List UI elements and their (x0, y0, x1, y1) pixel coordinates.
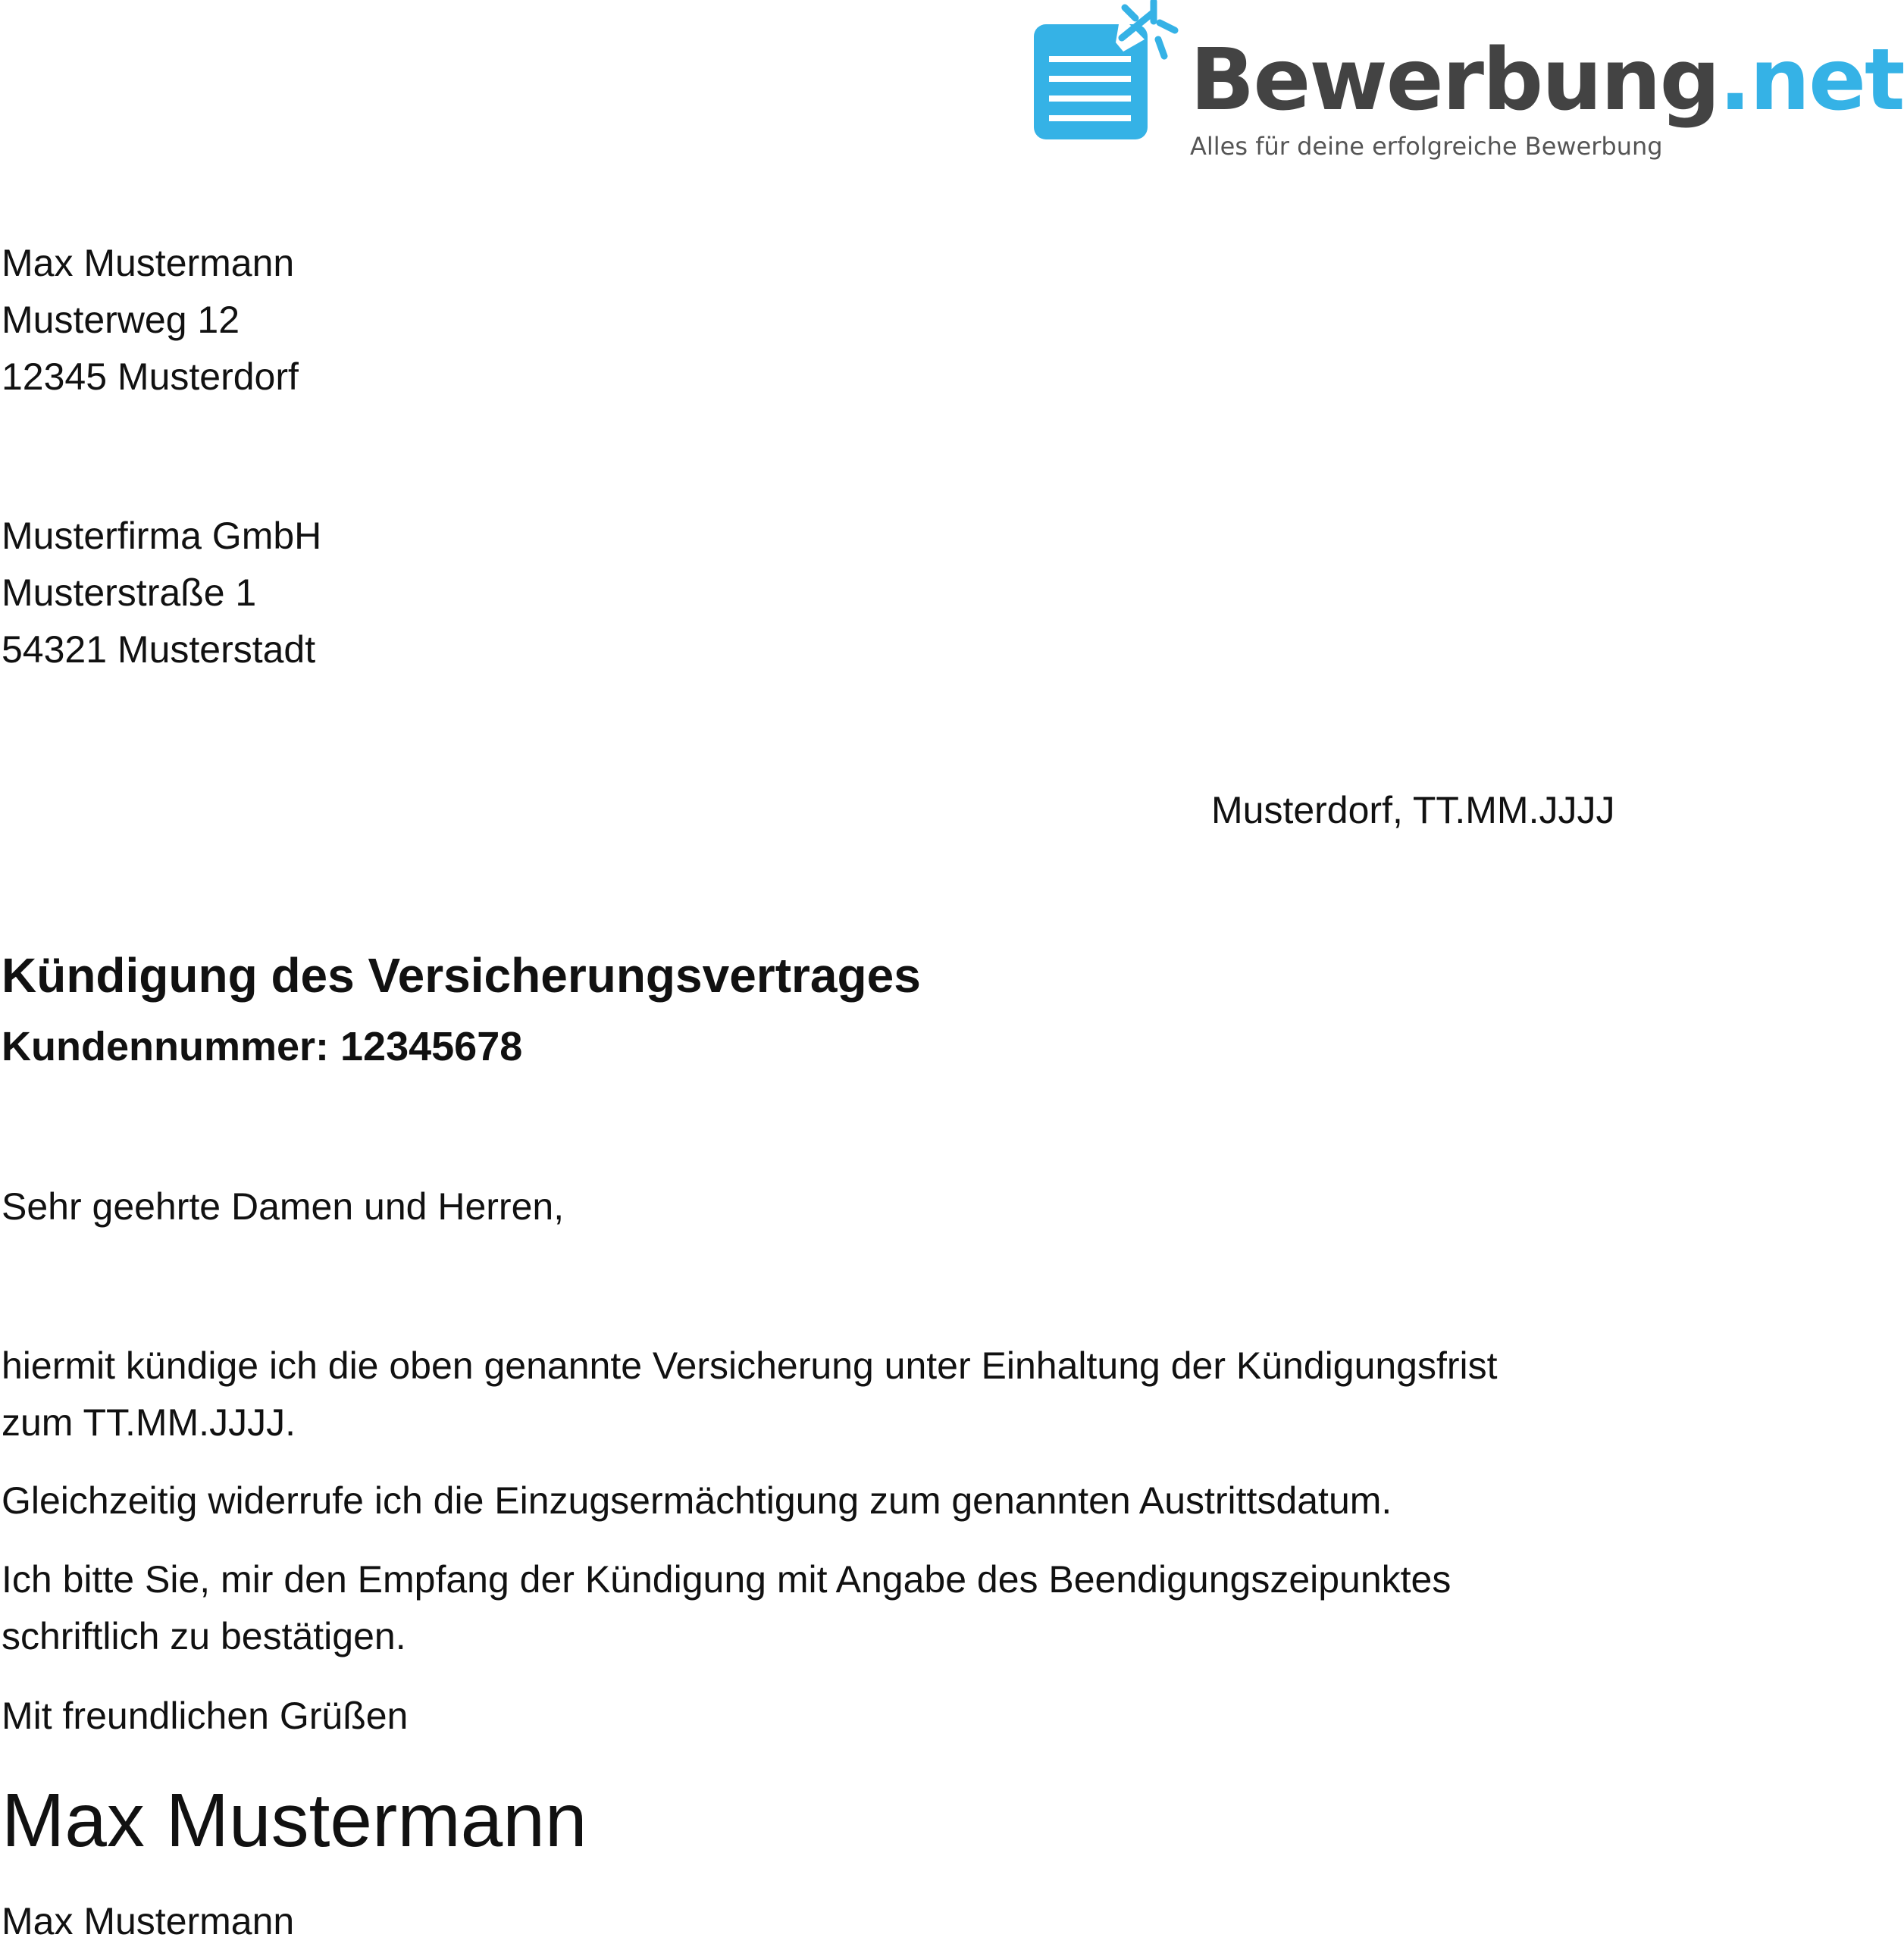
body-paragraph-3-line-1: Ich bitte Sie, mir den Empfang der Kündigung mit Angabe des Beendigungszeipunktes (2, 1558, 1451, 1601)
document-sparkle-icon (1031, 0, 1179, 144)
body-paragraph-3 (2, 1551, 1593, 1665)
date-line: Musterdorf, TT.MM.JJJJ (1211, 789, 1615, 831)
salutation: Sehr geehrte Damen und Herren, (2, 1185, 565, 1228)
body-paragraph-1-line-1: hiermit kündige ich die oben genannte Versicherung unter Einhaltung der Kündigungsfrist (2, 1344, 1498, 1387)
recipient-city: 54321 Musterstadt (2, 628, 316, 671)
recipient-address (2, 508, 321, 678)
sender-city: 12345 Musterdorf (2, 355, 299, 398)
body-paragraph-3-line-2: schriftlich zu bestätigen. (2, 1615, 406, 1657)
signature: Max Mustermann (2, 1778, 587, 1863)
brand-tld: .net (1718, 31, 1904, 130)
brand-main: Bewerbung (1190, 31, 1719, 130)
brand-logo (1031, 0, 1904, 167)
printed-name: Max Mustermann (2, 1900, 295, 1942)
recipient-company: Musterfirma GmbH (2, 515, 322, 557)
sender-name: Max Mustermann (2, 242, 295, 284)
customer-number: Kundennummer: 12345678 (2, 1024, 523, 1069)
body-paragraph-2: Gleichzeitig widerrufe ich die Einzugsermächtigung zum genannten Austrittsdatum. (2, 1479, 1392, 1522)
body-paragraph-1-line-2: zum TT.MM.JJJJ. (2, 1401, 296, 1444)
closing: Mit freundlichen Grüßen (2, 1695, 409, 1737)
brand-wordmark (1190, 31, 1904, 130)
brand-tagline: Alles für deine erfolgreiche Bewerbung (1190, 132, 1663, 161)
recipient-street: Musterstraße 1 (2, 571, 257, 614)
letter-subject: Kündigung des Versicherungsvertrages (2, 948, 921, 1003)
sender-street: Musterweg 12 (2, 299, 240, 341)
sender-address (2, 235, 299, 405)
body-paragraph-1 (2, 1338, 1593, 1451)
